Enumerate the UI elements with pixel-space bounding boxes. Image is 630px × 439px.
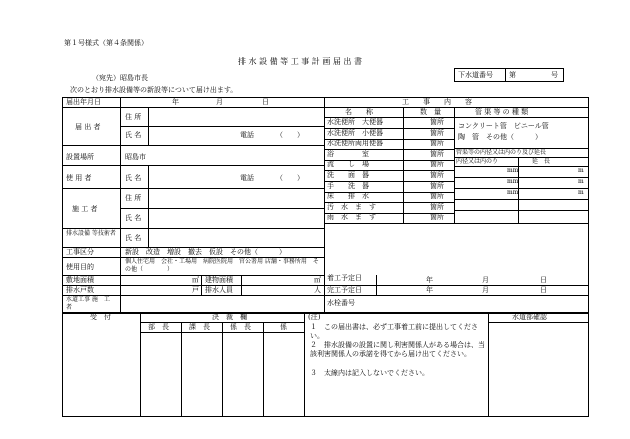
- site-value: 昭島市: [125, 153, 146, 161]
- fixture-unit: 箇所: [430, 171, 444, 179]
- pipe-mm-unit: mm: [507, 189, 519, 196]
- fixture-name: 水洗便所両用便器: [327, 139, 383, 147]
- col-name-header: 名 称: [345, 108, 373, 116]
- site-area-unit: ㎡: [192, 276, 199, 284]
- fixture-name: 汚 水 ま す: [327, 203, 376, 211]
- note-3: ３ 太線内は記入しないでください。: [310, 369, 429, 377]
- date-label: 届出年月日: [66, 98, 101, 106]
- pipe-kind-2: 陶 管 その他（ ）: [458, 133, 542, 141]
- note-1: １ この届出書は、必ず工事着工前に提出してください。: [310, 323, 478, 340]
- fixture-unit: 箇所: [430, 182, 444, 190]
- fixture-unit: 箇所: [430, 192, 444, 200]
- fixture-name: 浴 室: [327, 150, 369, 158]
- fixture-name: 雨 水 ま す: [327, 213, 376, 221]
- role-unit-head: 係 長: [230, 323, 251, 331]
- start-day-unit: 日: [540, 276, 547, 284]
- end-day-unit: 日: [540, 286, 547, 294]
- end-year-unit: 年: [426, 286, 433, 294]
- water-account-label: 下水道番号: [458, 71, 493, 79]
- meter-label: 水栓番号: [327, 299, 355, 307]
- fixture-unit: 箇所: [430, 203, 444, 211]
- fixture-name: 洗 面 器: [327, 171, 369, 179]
- fixture-unit: 箇所: [430, 160, 444, 168]
- applicant-phone-label: 電話: [240, 131, 254, 139]
- notes-label: (注): [308, 313, 321, 321]
- contractor-address-label: 住 所: [125, 194, 142, 202]
- user-phone-label: 電話: [240, 174, 254, 182]
- work-type-label: 工事区分: [66, 248, 94, 256]
- approval-label: 決 裁 欄: [212, 313, 247, 321]
- applicant-label: 届 出 者: [75, 123, 101, 131]
- chief-name-label: 氏 名: [125, 234, 142, 242]
- fixture-unit: 箇所: [430, 150, 444, 158]
- work-content-header: 工 事 内 容: [402, 98, 472, 106]
- end-date-label: 完工予定日: [327, 286, 362, 294]
- role-section-head: 課 長: [189, 323, 210, 331]
- people-unit: 人: [314, 286, 321, 294]
- date-year-unit: 年: [172, 98, 179, 106]
- intro-text: 次のとおり排水設備等の新設等について届け出ます。: [70, 86, 238, 94]
- pipe-col-length: 延 長: [532, 158, 551, 165]
- applicant-phone-parens: （ ）: [276, 131, 304, 139]
- user-label: 使 用 者: [66, 174, 92, 182]
- contractor-label: 施 工 者: [72, 205, 98, 213]
- fixture-name: 水洗便所 小便器: [327, 129, 383, 137]
- addressee: （宛先）昭島市長: [92, 74, 148, 82]
- start-date-label: 着工予定日: [327, 274, 362, 282]
- water-account-suffix: 号: [551, 71, 558, 79]
- page-title: 排 水 設 備 等 工 事 計 画 届 出 書: [238, 57, 362, 66]
- households-unit: 戸: [192, 286, 199, 294]
- people-label: 排水人員: [205, 286, 233, 294]
- user-phone-parens: （ ）: [276, 174, 304, 182]
- user-name-label: 氏 名: [125, 174, 142, 182]
- fixture-unit: 箇所: [430, 213, 444, 221]
- purpose-value: 個人住宅用 会社・工場用 病院医院用 官公署用 店舗・事務所用 その他（ ）: [125, 258, 319, 273]
- floor-area-unit: ㎡: [314, 276, 321, 284]
- site-area-label: 敷地面積: [66, 276, 94, 284]
- col-qty-header: 数 量: [420, 108, 441, 116]
- role-dept-head: 部 長: [148, 323, 169, 331]
- fixture-unit: 箇所: [430, 139, 444, 147]
- pipe-m-unit: m: [578, 167, 584, 174]
- floor-area-label: 建物面積: [205, 276, 233, 284]
- water-account-prefix: 第: [509, 71, 516, 79]
- fixture-unit: 箇所: [430, 129, 444, 137]
- pipe-mm-unit: mm: [507, 178, 519, 185]
- start-month-unit: 月: [482, 276, 489, 284]
- date-month-unit: 月: [216, 98, 223, 106]
- role-staff: 係: [280, 323, 287, 331]
- start-year-unit: 年: [426, 276, 433, 284]
- purpose-label: 使用目的: [66, 263, 94, 271]
- fixture-name: 手 洗 器: [327, 182, 369, 190]
- fixture-name: 水洗便所 大便器: [327, 118, 383, 126]
- pipe-col-diameter: 内径又は内のり: [456, 158, 499, 165]
- receipt-label: 受 付: [90, 313, 111, 321]
- chief-label: 排水設備 等技術者: [66, 230, 116, 237]
- date-day-unit: 日: [262, 98, 269, 106]
- fixture-name: 流 し 場: [327, 160, 369, 168]
- pipe-note: 管渠等の内径又は内のり及び延長: [456, 149, 547, 156]
- pipe-m-unit: m: [578, 178, 584, 185]
- applicant-name-label: 氏 名: [125, 131, 142, 139]
- water-dept-label: 水道部確認: [512, 313, 547, 321]
- contractor-name-label: 氏 名: [125, 214, 142, 222]
- note-2: ２ 排水設備の設置に関し利害関係人がある場合は、当該利害関係人の承諾を得てから届け出てください。: [310, 341, 485, 358]
- households-label: 排水戸数: [66, 286, 94, 294]
- water-account-box[interactable]: [454, 68, 564, 82]
- pipe-m-unit: m: [578, 189, 584, 196]
- fixture-name: 床 排 水: [327, 192, 369, 200]
- end-month-unit: 月: [482, 286, 489, 294]
- pipe-kind-1: コンクリート管 ビニール管: [458, 122, 549, 130]
- fixture-unit: 箇所: [430, 118, 444, 126]
- applicant-address-label: 住 所: [125, 113, 142, 121]
- col-kind-header: 管 渠 等 の 種 類: [475, 108, 529, 116]
- form-number: 第１号様式（第４条関係）: [64, 39, 148, 47]
- watersupply-label: 水道工事 施 工 者: [66, 296, 116, 311]
- work-type-value: 新設 改造 増設 撤去 仮設 その他（ ）: [125, 248, 286, 256]
- site-label: 設置場所: [66, 153, 94, 161]
- pipe-mm-unit: mm: [507, 167, 519, 174]
